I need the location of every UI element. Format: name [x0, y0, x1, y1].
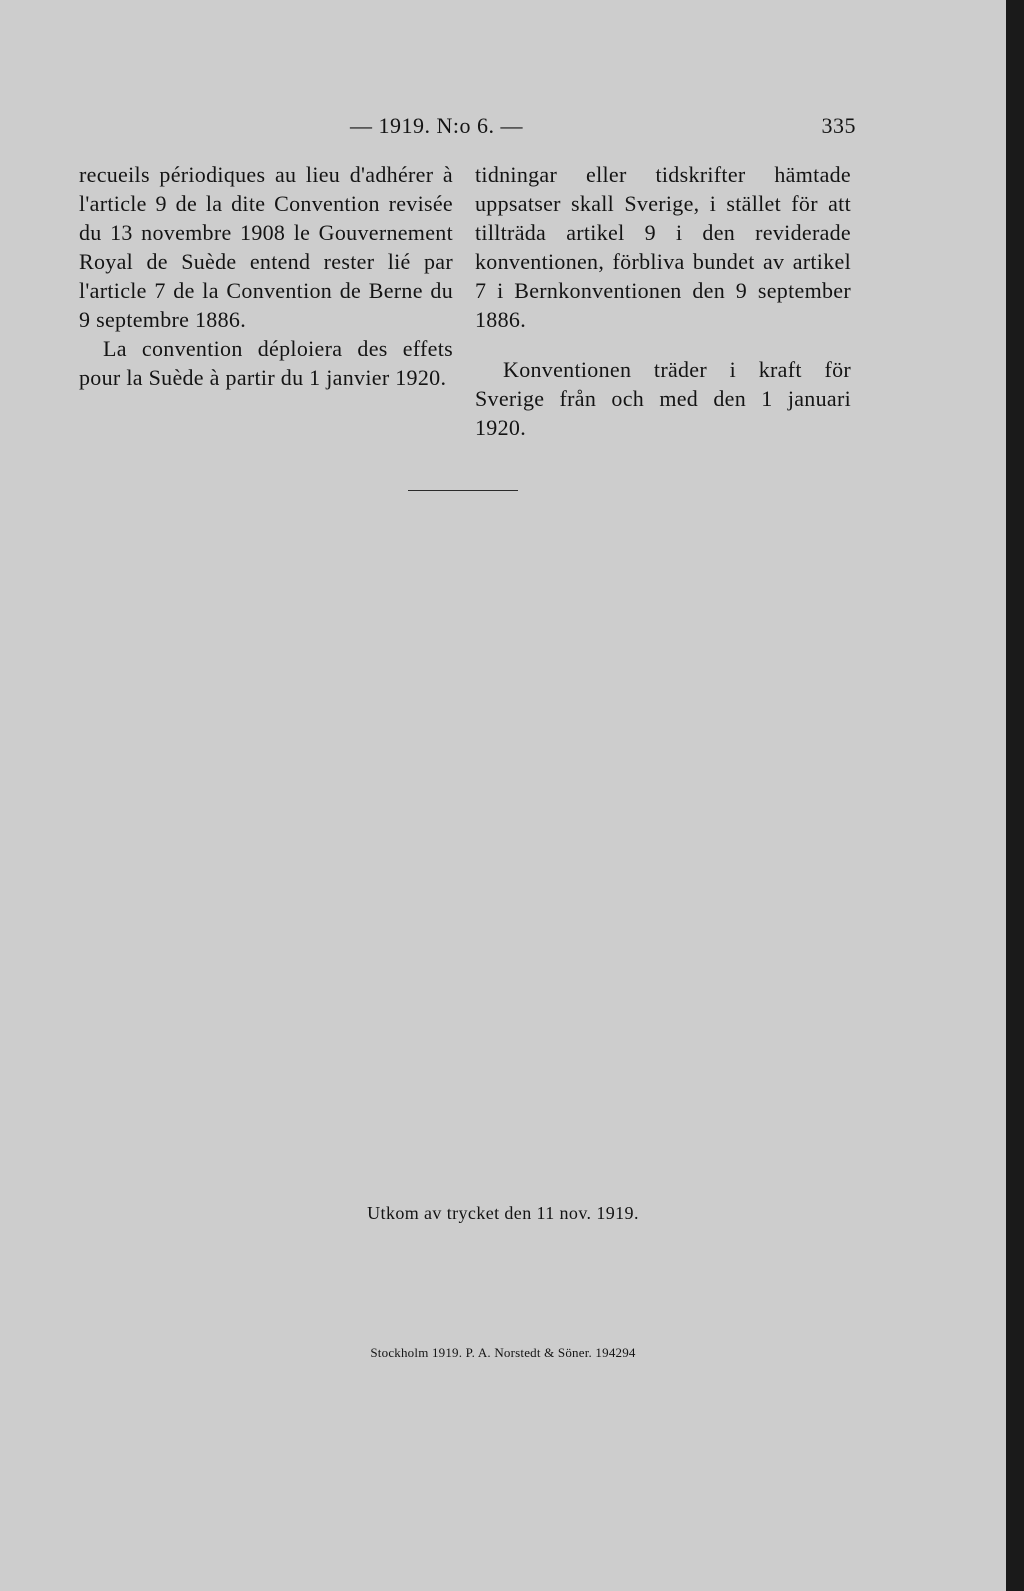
french-paragraph-2: La convention déploiera des effets pour la Suède à partir du 1 janvier 1920. — [79, 336, 453, 390]
issued-date-line: Utkom av trycket den 11 nov. 1919. — [367, 1203, 639, 1223]
section-divider — [408, 490, 518, 491]
page-number: 335 — [821, 113, 856, 138]
swedish-paragraph-1: tidningar eller tidskrifter hämtade uppsatser skall Sverige, i stället för att tillträda artikel 9 i den reviderade konventionen, förbliva bundet av artikel 7 i Bernkonventionen den 9 september 1886. — [475, 162, 851, 332]
printer-imprint: Stockholm 1919. P. A. Norstedt & Söner. 194294 — [370, 1345, 636, 1360]
french-paragraph-1: recueils périodiques au lieu d'adhérer à l'article 9 de la dite Convention revisée du 13 novembre 1908 le Gouvernement Royal de Suède entend rester lié par l'article 7 de la Convention de Berne du 9 septembre 1886. — [79, 162, 453, 332]
running-header — [0, 113, 1006, 141]
header-issue: — 1919. N:o 6. — — [350, 113, 523, 138]
swedish-column — [475, 160, 851, 442]
swedish-paragraph-2: Konventionen träder i kraft för Sverige från och med den 1 januari 1920. — [475, 357, 851, 440]
french-column — [79, 160, 453, 392]
scan-edge — [1006, 0, 1024, 1591]
